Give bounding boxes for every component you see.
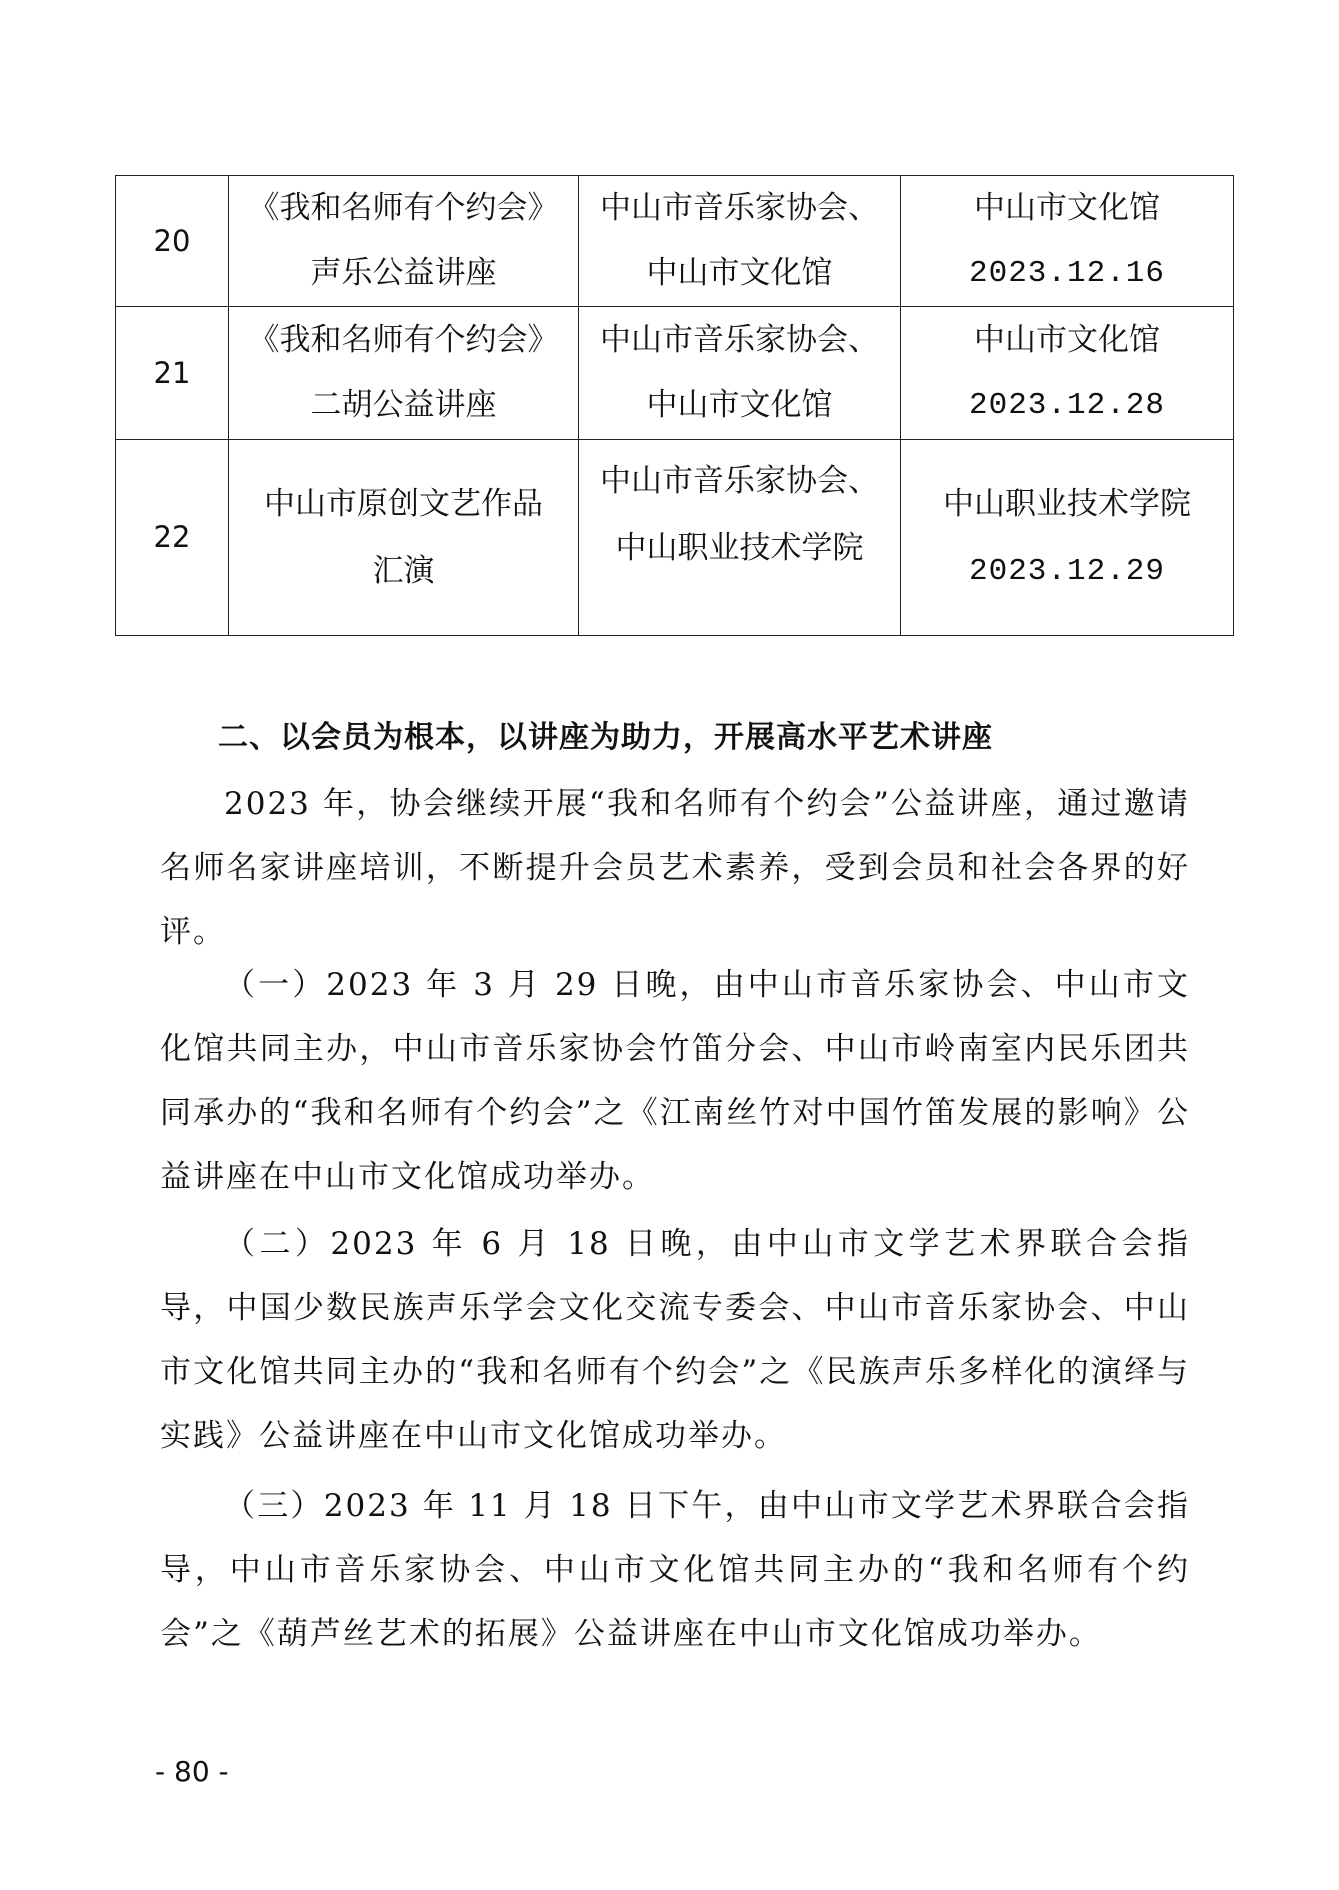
- organizer-cell: [579, 307, 901, 440]
- organizer-cell: [579, 176, 901, 307]
- events-table: [115, 175, 1234, 636]
- table-row: [116, 176, 1234, 307]
- organizer-line: 中山市音乐家协会、: [600, 322, 879, 358]
- event-title-cell: [229, 176, 579, 307]
- intro-paragraph: 2023 年，协会继续开展“我和名师有个约会”公益讲座，通过邀请名师名家讲座培训，不断提升会员艺术素养，受到会员和社会各界的好评。: [160, 786, 1190, 950]
- event-title-line: 汇演: [372, 552, 435, 589]
- section-heading: 二、以会员为根本，以讲座为助力，开展高水平艺术讲座: [218, 720, 993, 755]
- event-title-line: 二胡公益讲座: [310, 387, 497, 423]
- page-number: - 80 -: [155, 1755, 229, 1788]
- organizer-line: 中山市音乐家协会、: [600, 463, 879, 499]
- venue: 中山市文化馆: [974, 190, 1160, 226]
- event-title-line: 中山市原创文艺作品: [264, 485, 543, 522]
- organizer-line: 中山职业技术学院: [615, 530, 864, 566]
- event-date: 2023.12.16: [968, 256, 1166, 291]
- row-number-cell: 22: [116, 440, 229, 636]
- lecture-item-paragraph: （二）2023 年 6 月 18 日晚，由中山市文学艺术界联合会指导，中国少数民族声乐学会文化交流专委会、中山市音乐家协会、中山市文化馆共同主办的“我和名师有个约会”之《民族声乐多样化的演绎与实践》公益讲座在中山市文化馆成功举办。: [160, 1226, 1190, 1454]
- event-title-line: 声乐公益讲座: [310, 255, 497, 291]
- event-title-line: 《我和名师有个约会》: [248, 190, 559, 226]
- lecture-item-paragraph: （一）2023 年 3 月 29 日晚，由中山市音乐家协会、中山市文化馆共同主办，中山市音乐家协会竹笛分会、中山市岭南室内民乐团共同承办的“我和名师有个约会”之《江南丝竹对中国竹笛发展的影响》公益讲座在中山市文化馆成功举办。: [160, 967, 1190, 1195]
- organizer-line: 中山市文化馆: [646, 387, 833, 423]
- event-title-line: 《我和名师有个约会》: [248, 322, 559, 358]
- table-row: [116, 440, 1234, 636]
- row-number-cell: 20: [116, 176, 229, 307]
- event-title-cell: [229, 440, 579, 636]
- venue-date-cell: [901, 307, 1234, 440]
- organizer-cell: [579, 440, 901, 636]
- lecture-item-paragraph: （三）2023 年 11 月 18 日下午，由中山市文学艺术界联合会指导，中山市音乐家协会、中山市文化馆共同主办的“我和名师有个约会”之《葫芦丝艺术的拓展》公益讲座在中山市文化馆成功举办。: [160, 1488, 1190, 1652]
- organizer-line: 中山市音乐家协会、: [600, 190, 879, 226]
- table-row: [116, 307, 1234, 440]
- event-date: 2023.12.28: [968, 388, 1166, 423]
- event-date: 2023.12.29: [968, 553, 1166, 589]
- venue: 中山市文化馆: [974, 322, 1160, 358]
- event-title-cell: [229, 307, 579, 440]
- venue-date-cell: [901, 440, 1234, 636]
- venue: 中山职业技术学院: [943, 485, 1191, 522]
- row-number-cell: 21: [116, 307, 229, 440]
- venue-date-cell: [901, 176, 1234, 307]
- organizer-line: 中山市文化馆: [646, 255, 833, 291]
